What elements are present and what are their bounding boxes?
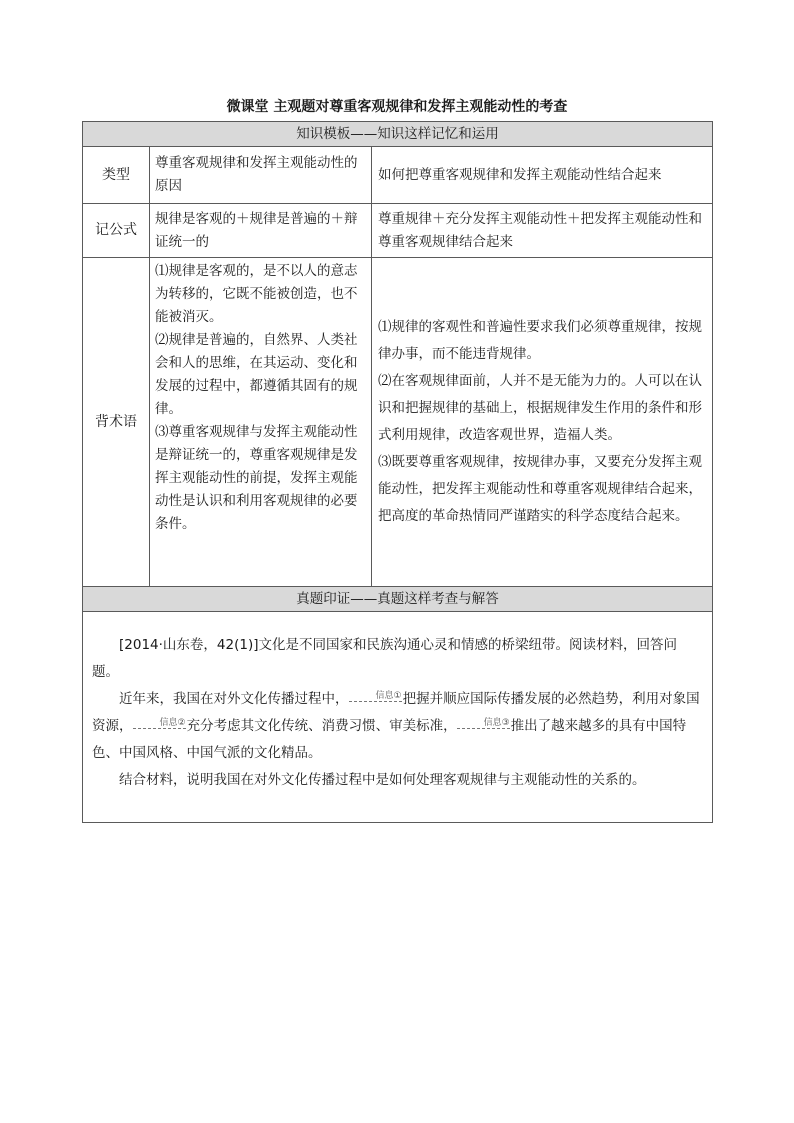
cell-formula-left: 规律是客观的＋规律是普遍的＋辩证统一的	[150, 204, 372, 258]
exam-question: 结合材料，说明我国在对外文化传播过程中是如何处理客观规律与主观能动性的关系的。	[119, 772, 646, 788]
material-seg-1: 把握并顺应国际传播发展的必然趋势，利用对象国资源，	[92, 691, 700, 734]
table-row	[83, 204, 713, 258]
section-header-row	[83, 122, 713, 147]
row-label-formula: 记公式	[83, 204, 150, 258]
material-seg-3: 推出了越来越多的具有中国特色、中国风格、中国气派的文化精品。	[92, 718, 687, 761]
info-marker-1: 信息①	[349, 692, 402, 702]
row-label-recite: 背术语	[83, 258, 150, 587]
cell-recite-right	[372, 258, 713, 587]
recite-right-para: ⑶既要尊重客观规律，按规律办事，又要充分发挥主观能动性，把发挥主观能动性和尊重客观规律结合起来，把高度的革命热情同严谨踏实的科学态度结合起来。	[378, 454, 702, 524]
cell-recite-left	[150, 258, 372, 587]
section-header-row	[83, 587, 713, 612]
table-row	[83, 258, 713, 587]
exam-question-block	[83, 612, 713, 823]
row-label-type: 类型	[83, 147, 150, 204]
section-header-exam: 真题印证——真题这样考查与解答	[83, 587, 713, 612]
exam-material	[92, 686, 703, 767]
recite-right-para: ⑴规律的客观性和普遍性要求我们必须尊重规律，按规律办事，而不能违背规律。	[378, 319, 702, 362]
info-marker-3: 信息③	[457, 719, 510, 729]
recite-right-para: ⑵在客观规律面前，人并不是无能为力的。人可以在认识和把握规律的基础上，根据规律发生作用的条件和形式利用规律，改造客观世界，造福人类。	[378, 373, 702, 443]
section-header-knowledge: 知识模板——知识这样记忆和运用	[83, 122, 713, 147]
question-row	[83, 612, 713, 823]
page-title: 微课堂 主观题对尊重客观规律和发挥主观能动性的考查	[226, 99, 568, 115]
cell-type-left: 尊重客观规律和发挥主观能动性的原因	[150, 147, 372, 204]
exam-source: [2014·山东卷，42(1)]文化是不同国家和民族沟通心灵和情感的桥梁纽带。阅读材料，回答问题。	[92, 637, 677, 680]
cell-type-right: 如何把尊重客观规律和发挥主观能动性结合起来	[372, 147, 713, 204]
recite-left-para: ⑶尊重客观规律与发挥主观能动性是辩证统一的，尊重客观规律是发挥主观能动性的前提，发挥主观能动性是认识和利用客观规律的必要条件。	[155, 424, 358, 532]
knowledge-table	[82, 121, 713, 823]
material-intro: 近年来，我国在对外文化传播过程中，	[119, 691, 349, 707]
cell-formula-right: 尊重规律＋充分发挥主观能动性＋把发挥主观能动性和尊重客观规律结合起来	[372, 204, 713, 258]
material-seg-2: 充分考虑其文化传统、消费习惯、审美标准，	[186, 718, 457, 734]
recite-left-para: ⑴规律是客观的，是不以人的意志为转移的，它既不能被创造，也不能被消灭。	[155, 263, 358, 325]
info-marker-2: 信息②	[133, 719, 186, 729]
table-row	[83, 147, 713, 204]
recite-left-para: ⑵规律是普遍的，自然界、人类社会和人的思维，在其运动、变化和发展的过程中，都遵循其固有的规律。	[155, 332, 358, 417]
